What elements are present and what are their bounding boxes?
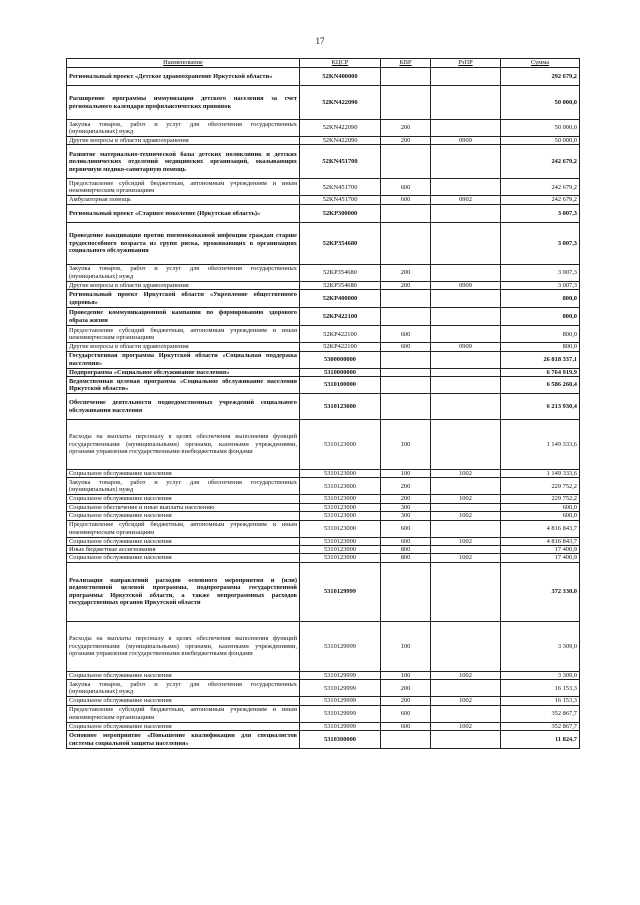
cell-name: Другие вопросы в области здравоохранения [67,137,300,145]
header-code: КЦСР [300,59,381,68]
table-row [67,420,580,470]
cell-kvr: 300 [381,512,431,520]
table-row [67,621,580,671]
cell-kvr: 200 [381,478,431,495]
cell-rzpr [431,290,501,308]
cell-rzpr [431,546,501,554]
cell-kvr: 600 [381,326,431,343]
cell-kvr: 100 [381,420,431,470]
cell-name: Проведение коммуникационной кампании по формированию здорового образа жизни [67,308,300,326]
table-row [67,697,580,705]
cell-name: Реализация направлений расходов основного мероприятия и (или) ведомственной целевой программы, подпрограммы государственной программы Иркутской области, а также непрограммных расходов государственных органов Иркутской области [67,562,300,621]
cell-kvr: 800 [381,554,431,562]
cell-kvr [381,562,431,621]
cell-name: Социальное обслуживание населения [67,537,300,545]
table-row [67,470,580,478]
table-row [67,351,580,368]
cell-code: 5310129999 [300,680,381,697]
table-row [67,671,580,679]
cell-rzpr: 0909 [431,343,501,351]
cell-rzpr: 1002 [431,512,501,520]
cell-sum: 3 007,3 [501,281,580,289]
cell-rzpr: 0909 [431,281,501,289]
cell-name: Расширение программы иммунизации детского населения за счет регионального календаря профилактических прививок [67,86,300,120]
budget-table [66,58,580,749]
cell-kvr: 200 [381,495,431,503]
table-row [67,120,580,137]
cell-kvr: 600 [381,196,431,204]
cell-code: 5310123000 [300,470,381,478]
table-row [67,264,580,281]
cell-rzpr: 1002 [431,470,501,478]
header-sum: Сумма [501,59,580,68]
table-row [67,562,580,621]
cell-kvr: 100 [381,470,431,478]
cell-sum: 16 153,3 [501,680,580,697]
cell-rzpr: 1002 [431,722,501,730]
cell-name: Подпрограмма «Социальное обслуживание населения» [67,368,300,376]
cell-name: Предоставление субсидий бюджетным, автономным учреждениям и иным некоммерческим организациям [67,705,300,722]
cell-kvr: 100 [381,621,431,671]
cell-code: 5310300000 [300,731,381,749]
cell-code: 5300000000 [300,351,381,368]
cell-name: Региональный проект Иркутской области «Укрепление общественного здоровья» [67,290,300,308]
cell-kvr [381,290,431,308]
cell-kvr [381,368,431,376]
cell-code: 52KN422090 [300,137,381,145]
cell-rzpr: 1002 [431,697,501,705]
table-row [67,179,580,196]
table-row [67,680,580,697]
cell-code: 5310123000 [300,537,381,545]
cell-sum: 6 764 919,9 [501,368,580,376]
table-row [67,204,580,222]
cell-sum: 3 007,3 [501,204,580,222]
cell-kvr: 200 [381,120,431,137]
cell-rzpr [431,120,501,137]
table-row [67,326,580,343]
cell-name: Социальное обеспечение и иные выплаты населению [67,503,300,511]
cell-code: 5310123000 [300,512,381,520]
cell-sum: 292 679,2 [501,68,580,86]
cell-code: 52KN451700 [300,145,381,179]
cell-sum: 352 867,7 [501,722,580,730]
cell-sum: 352 867,7 [501,705,580,722]
cell-name: Государственная программа Иркутской области «Социальная поддержка населения» [67,351,300,368]
cell-name: Предоставление субсидий бюджетным, автономным учреждениям и иным некоммерческим организациям [67,179,300,196]
cell-rzpr: 1002 [431,671,501,679]
table-row [67,705,580,722]
cell-kvr [381,377,431,394]
cell-code: 5310123000 [300,546,381,554]
header-kvr: КВР [381,59,431,68]
cell-sum: 17 400,9 [501,546,580,554]
cell-rzpr [431,68,501,86]
cell-code: 52KP400000 [300,290,381,308]
cell-code: 52KP354680 [300,264,381,281]
cell-code: 52KP422100 [300,308,381,326]
cell-kvr [381,204,431,222]
table-header-row [67,59,580,68]
cell-name: Проведение вакцинации против пневмококковой инфекции граждан старше трудоспособного возраста из групп риска, проживающих в организациях социального обслуживания [67,222,300,264]
cell-code: 5310129999 [300,722,381,730]
cell-sum: 4 816 843,7 [501,537,580,545]
cell-rzpr [431,377,501,394]
cell-rzpr [431,478,501,495]
cell-name: Социальное обслуживание населения [67,495,300,503]
table-body [67,68,580,749]
cell-rzpr [431,394,501,420]
cell-rzpr [431,520,501,537]
cell-code: 5310100000 [300,377,381,394]
cell-rzpr [431,562,501,621]
cell-code: 5310123000 [300,495,381,503]
cell-name: Амбулаторная помощь [67,196,300,204]
cell-kvr [381,308,431,326]
cell-kvr: 200 [381,281,431,289]
cell-kvr: 600 [381,179,431,196]
cell-kvr [381,222,431,264]
table-row [67,308,580,326]
cell-sum: 3 309,0 [501,671,580,679]
cell-rzpr [431,621,501,671]
cell-name: Закупка товаров, работ и услуг для обеспечения государственных (муниципальных) нужд [67,120,300,137]
cell-sum: 4 816 843,7 [501,520,580,537]
cell-name: Социальное обслуживание населения [67,512,300,520]
cell-name: Ведомственная целевая программа «Социальное обслуживание населения Иркутской области» [67,377,300,394]
cell-code: 5310123000 [300,520,381,537]
header-rzpr: РзПР [431,59,501,68]
cell-kvr: 100 [381,671,431,679]
table-row [67,145,580,179]
cell-kvr: 800 [381,546,431,554]
cell-rzpr [431,326,501,343]
cell-sum: 3 007,3 [501,222,580,264]
cell-sum: 800,0 [501,343,580,351]
cell-rzpr [431,705,501,722]
cell-sum: 50 000,0 [501,86,580,120]
cell-code: 5310123000 [300,503,381,511]
cell-name: Социальное обслуживание населения [67,470,300,478]
cell-rzpr [431,351,501,368]
cell-name: Предоставление субсидий бюджетным, автономным учреждениям и иным некоммерческим организациям [67,520,300,537]
cell-sum: 6 586 260,4 [501,377,580,394]
cell-kvr [381,68,431,86]
table-row [67,722,580,730]
table-row [67,368,580,376]
cell-code: 52KP422100 [300,343,381,351]
cell-name: Другие вопросы в области здравоохранения [67,343,300,351]
cell-code: 5310123000 [300,478,381,495]
cell-sum: 372 330,0 [501,562,580,621]
table-row [67,290,580,308]
cell-sum: 800,0 [501,326,580,343]
table-row [67,546,580,554]
cell-code: 5310129999 [300,705,381,722]
cell-rzpr [431,204,501,222]
cell-rzpr: 1002 [431,554,501,562]
cell-kvr: 200 [381,680,431,697]
cell-name: Расходы на выплаты персоналу в целях обеспечения выполнения функций государственными (муниципальными) органами, казенными учреждениями, органами управления государственными внебюджетными фондами [67,621,300,671]
table-row [67,222,580,264]
cell-code: 5310129999 [300,671,381,679]
cell-kvr [381,351,431,368]
cell-code: 52KP300000 [300,204,381,222]
table-row [67,537,580,545]
table-row [67,281,580,289]
cell-sum: 800,0 [501,308,580,326]
cell-code: 52KP422100 [300,326,381,343]
cell-name: Закупка товаров, работ и услуг для обеспечения государственных (муниципальных) нужд [67,680,300,697]
cell-name: Основное мероприятие «Повышение квалификации для специалистов системы социальной защиты населения» [67,731,300,749]
cell-rzpr: 1002 [431,495,501,503]
cell-kvr [381,145,431,179]
table-row [67,394,580,420]
cell-name: Региональный проект «Старшее поколение (Иркутская область)» [67,204,300,222]
cell-sum: 6 213 930,4 [501,394,580,420]
cell-kvr [381,731,431,749]
cell-rzpr: 0902 [431,196,501,204]
cell-kvr: 200 [381,137,431,145]
table-row [67,478,580,495]
cell-kvr: 300 [381,503,431,511]
cell-name: Социальное обслуживание населения [67,554,300,562]
page-number: 17 [315,36,325,46]
cell-sum: 3 309,0 [501,621,580,671]
cell-sum: 242 679,2 [501,196,580,204]
cell-rzpr: 1002 [431,537,501,545]
cell-code: 5310129999 [300,697,381,705]
table-row [67,343,580,351]
cell-rzpr: 0909 [431,137,501,145]
cell-name: Обеспечение деятельности подведомственных учреждений социального обслуживания населения [67,394,300,420]
cell-rzpr [431,680,501,697]
cell-sum: 229 752,2 [501,495,580,503]
header-name: Наименование [67,59,300,68]
cell-rzpr [431,420,501,470]
cell-name: Развитие материально-технической базы детских поликлиник и детских поликлинических отделений медицинских организаций, оказывающих первичную медико-санитарную помощь [67,145,300,179]
cell-code: 5310123000 [300,420,381,470]
cell-name: Иные бюджетные ассигнования [67,546,300,554]
cell-sum: 11 824,7 [501,731,580,749]
cell-sum: 242 679,2 [501,145,580,179]
cell-sum: 229 752,2 [501,478,580,495]
table-row [67,196,580,204]
cell-name: Социальное обслуживание населения [67,671,300,679]
cell-code: 52KP354680 [300,281,381,289]
table-row [67,68,580,86]
cell-sum: 17 400,9 [501,554,580,562]
cell-kvr: 600 [381,343,431,351]
table-row [67,554,580,562]
cell-name: Закупка товаров, работ и услуг для обеспечения государственных (муниципальных) нужд [67,264,300,281]
cell-sum: 242 679,2 [501,179,580,196]
cell-sum: 800,0 [501,290,580,308]
cell-code: 52KN400000 [300,68,381,86]
cell-sum: 1 149 333,6 [501,420,580,470]
cell-name: Расходы на выплаты персоналу в целях обеспечения выполнения функций государственными (муниципальными) органами, казенными учреждениями, органами управления государственными внебюджетными фондами [67,420,300,470]
cell-code: 52KP354680 [300,222,381,264]
cell-kvr: 200 [381,697,431,705]
table-row [67,377,580,394]
cell-code: 5310000000 [300,368,381,376]
cell-code: 52KN451700 [300,196,381,204]
table-row [67,520,580,537]
cell-name: Региональный проект «Детское здравоохранение Иркутской области» [67,68,300,86]
cell-sum: 16 153,3 [501,697,580,705]
cell-sum: 3 007,3 [501,264,580,281]
cell-kvr: 600 [381,722,431,730]
cell-name: Социальное обслуживание населения [67,722,300,730]
cell-sum: 50 000,0 [501,137,580,145]
cell-code: 5310123000 [300,394,381,420]
cell-rzpr [431,308,501,326]
cell-name: Закупка товаров, работ и услуг для обеспечения государственных (муниципальных) нужд [67,478,300,495]
cell-rzpr [431,179,501,196]
cell-sum: 1 149 333,6 [501,470,580,478]
cell-kvr: 600 [381,537,431,545]
cell-kvr [381,86,431,120]
table-row [67,731,580,749]
cell-rzpr [431,731,501,749]
cell-kvr: 200 [381,264,431,281]
table-row [67,86,580,120]
cell-code: 52KN451700 [300,179,381,196]
cell-rzpr [431,86,501,120]
cell-rzpr [431,503,501,511]
cell-name: Социальное обслуживание населения [67,697,300,705]
cell-kvr [381,394,431,420]
cell-rzpr [431,222,501,264]
cell-kvr: 600 [381,705,431,722]
cell-code: 5310129999 [300,562,381,621]
cell-sum: 26 818 337,1 [501,351,580,368]
cell-rzpr [431,264,501,281]
table-row [67,512,580,520]
cell-name: Предоставление субсидий бюджетным, автономным учреждениям и иным некоммерческим организациям [67,326,300,343]
cell-kvr: 600 [381,520,431,537]
cell-code: 52KN422090 [300,120,381,137]
cell-code: 5310129999 [300,621,381,671]
cell-name: Другие вопросы в области здравоохранения [67,281,300,289]
cell-sum: 50 000,0 [501,120,580,137]
cell-code: 52KN422090 [300,86,381,120]
table-row [67,137,580,145]
cell-sum: 600,0 [501,512,580,520]
table-row [67,495,580,503]
table-row [67,503,580,511]
cell-rzpr [431,368,501,376]
cell-rzpr [431,145,501,179]
cell-sum: 600,0 [501,503,580,511]
cell-code: 5310123000 [300,554,381,562]
